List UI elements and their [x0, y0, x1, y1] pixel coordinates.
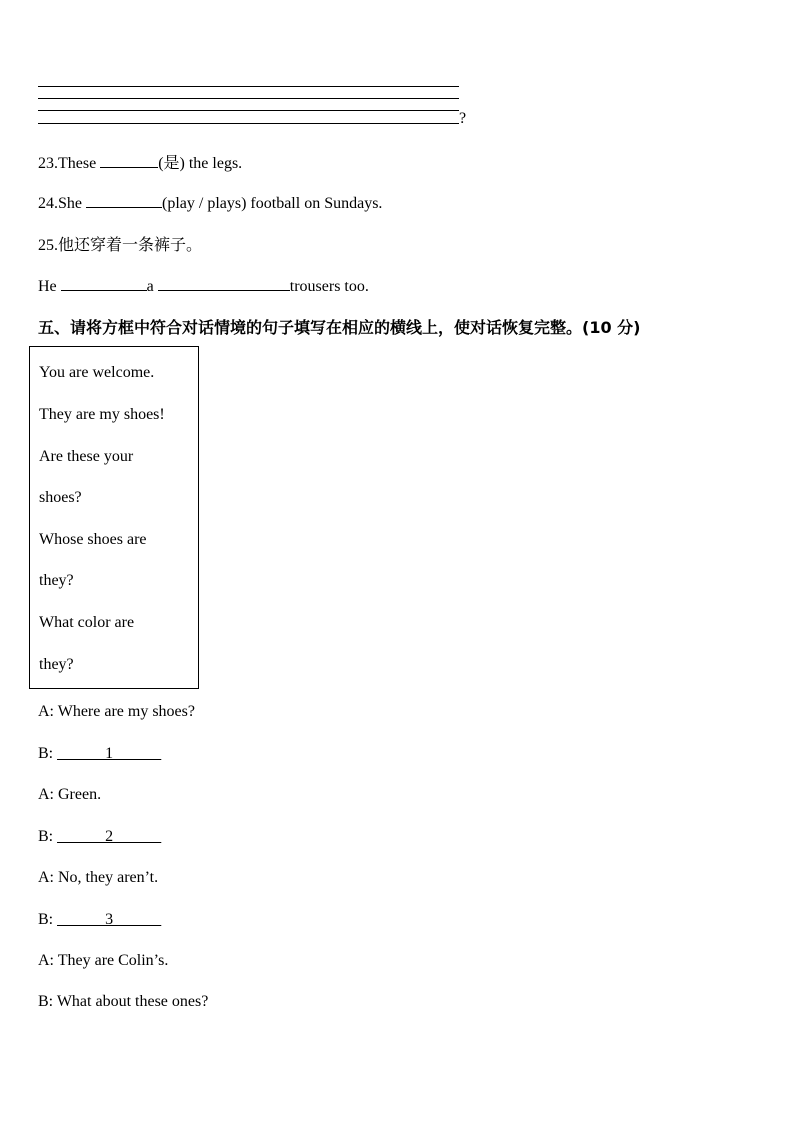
question-number: 23.: [38, 155, 58, 172]
question-25: [38, 232, 202, 255]
box-line: What color are: [39, 614, 135, 631]
word-he: He: [38, 278, 57, 295]
question-number: 25.: [38, 237, 58, 254]
section-heading: 五、请将方框中符合对话情境的句子填写在相应的横线上，使对话恢复完整。(10 分): [38, 318, 641, 337]
box-line: shoes?: [39, 489, 82, 506]
speaker: B:: [38, 745, 54, 762]
dialogue-answer: [38, 828, 161, 846]
fill-blank[interactable]: [86, 191, 162, 208]
question-hint: (是) the legs.: [158, 155, 243, 172]
question-24: [38, 191, 382, 213]
question-text: She: [58, 195, 82, 212]
dialogue-answer: [38, 745, 161, 763]
fill-blank[interactable]: [158, 274, 290, 291]
answer-line-4: [38, 123, 459, 124]
question-mark: ?: [459, 110, 467, 127]
dialogue-line: B: What about these ones?: [38, 993, 209, 1010]
answer-line-2: [38, 98, 459, 99]
answer-line-1: [38, 86, 459, 87]
question-number: 24.: [38, 195, 58, 212]
dialogue-line: A: Green.: [38, 786, 102, 803]
dialogue-line: A: They are Colin’s.: [38, 952, 169, 969]
answer-blank-1[interactable]: ______1______: [57, 745, 162, 762]
fill-blank[interactable]: [100, 151, 158, 168]
box-line: they?: [39, 656, 74, 673]
dialogue-answer: [38, 911, 161, 929]
fill-blank[interactable]: [61, 274, 147, 291]
box-line: Whose shoes are: [39, 531, 147, 548]
box-line: They are my shoes!: [39, 406, 165, 423]
question-23: [38, 150, 242, 173]
answer-blank-2[interactable]: ______2______: [57, 828, 162, 845]
question-25-answer: [38, 274, 369, 296]
box-line: You are welcome.: [39, 364, 155, 381]
speaker: B:: [38, 828, 54, 845]
question-hint: (play / plays) football on Sundays.: [162, 195, 383, 212]
answer-line-3: [38, 110, 459, 111]
answer-blank-3[interactable]: ______3______: [57, 911, 162, 928]
word-a: a: [146, 278, 154, 295]
sentence-box: [29, 346, 199, 689]
sentence-end: trousers too.: [289, 278, 369, 295]
box-line: they?: [39, 572, 74, 589]
dialogue-line: A: No, they aren’t.: [38, 869, 159, 886]
chinese-sentence: 他还穿着一条裤子。: [58, 235, 203, 254]
dialogue-line: A: Where are my shoes?: [38, 703, 195, 720]
speaker: B:: [38, 911, 54, 928]
question-text: These: [58, 155, 97, 172]
box-line: Are these your: [39, 448, 134, 465]
